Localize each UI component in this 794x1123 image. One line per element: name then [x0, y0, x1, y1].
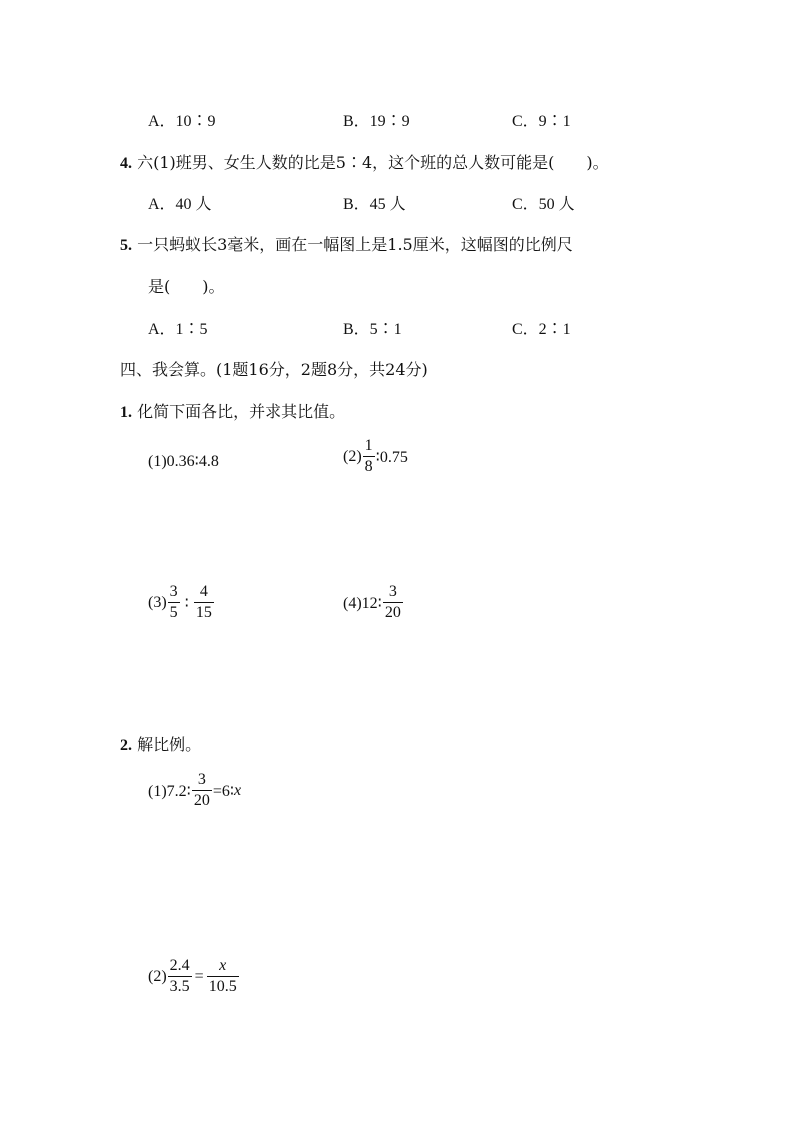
q5-text-line1: 一只蚂蚁长3毫米，画在一幅图上是1.5厘米，这幅图的比例尺	[137, 235, 573, 254]
numerator: 3	[192, 772, 212, 791]
problem2-item1	[148, 772, 241, 809]
denominator: 20	[193, 792, 210, 809]
variable-x: x	[234, 781, 242, 799]
q4-number: 4.	[120, 155, 132, 172]
q5-option-a: A．1∶5	[148, 321, 208, 338]
problem2-item2	[148, 958, 240, 995]
ratio-colon: ∶	[184, 594, 189, 612]
numerator: 3	[383, 584, 403, 603]
problem1-heading	[120, 399, 345, 422]
q5-question	[120, 232, 573, 255]
numerator: 2.4	[168, 958, 192, 977]
q5-option-b: B．5∶1	[343, 321, 402, 338]
numerator: 1	[363, 438, 375, 457]
item1-prefix: (1)7.2∶	[148, 782, 191, 800]
q3-option-a: A．10∶9	[148, 113, 216, 130]
problem2-number: 2.	[120, 737, 132, 754]
denominator: 20	[384, 604, 401, 621]
denominator: 10.5	[208, 978, 237, 995]
problem1-item4	[343, 584, 404, 621]
denominator: 15	[195, 604, 212, 621]
fraction	[168, 958, 192, 995]
item1-suffix: =6∶	[212, 782, 235, 800]
numerator: 4	[194, 584, 214, 603]
equals-sign: =	[194, 967, 204, 985]
problem2-heading	[120, 732, 201, 755]
item2-prefix: (2)	[343, 447, 362, 465]
numerator: 3	[168, 584, 180, 603]
fraction	[363, 438, 375, 475]
denominator: 8	[364, 458, 373, 475]
fraction	[168, 584, 180, 621]
problem2-text: 解比例。	[137, 735, 202, 754]
q5-text-line2: 是( )。	[148, 277, 225, 296]
item2-prefix: (2)	[148, 967, 167, 985]
fraction	[192, 772, 212, 809]
q5-option-c: C．2∶1	[512, 321, 571, 338]
q5-number: 5.	[120, 237, 132, 254]
q4-question	[120, 150, 609, 173]
problem1-text: 化简下面各比，并求其比值。	[137, 402, 346, 421]
fraction	[383, 584, 403, 621]
fraction	[194, 584, 214, 621]
numerator: x	[207, 958, 239, 977]
q4-option-b: B．45 人	[343, 196, 406, 213]
item3-prefix: (3)	[148, 593, 167, 611]
problem1-item2	[343, 438, 408, 475]
q4-option-a: A．40 人	[148, 196, 212, 213]
q4-text: 六(1)班男、女生人数的比是5∶4，这个班的总人数可能是( )。	[137, 153, 609, 172]
problem1-number: 1.	[120, 404, 132, 421]
fraction	[207, 958, 239, 995]
denominator: 5	[169, 604, 178, 621]
problem1-item1: (1)0.36∶4.8	[148, 453, 219, 470]
item4-prefix: (4)12∶	[343, 594, 382, 612]
section-heading: 四、我会算。(1题16分，2题8分，共24分)	[120, 360, 428, 379]
q3-option-c: C．9∶1	[512, 113, 571, 130]
problem1-item3	[148, 584, 215, 621]
q3-option-b: B．19∶9	[343, 113, 410, 130]
q4-option-c: C．50 人	[512, 196, 575, 213]
denominator: 3.5	[169, 978, 190, 995]
item2-suffix: ∶0.75	[375, 448, 408, 466]
